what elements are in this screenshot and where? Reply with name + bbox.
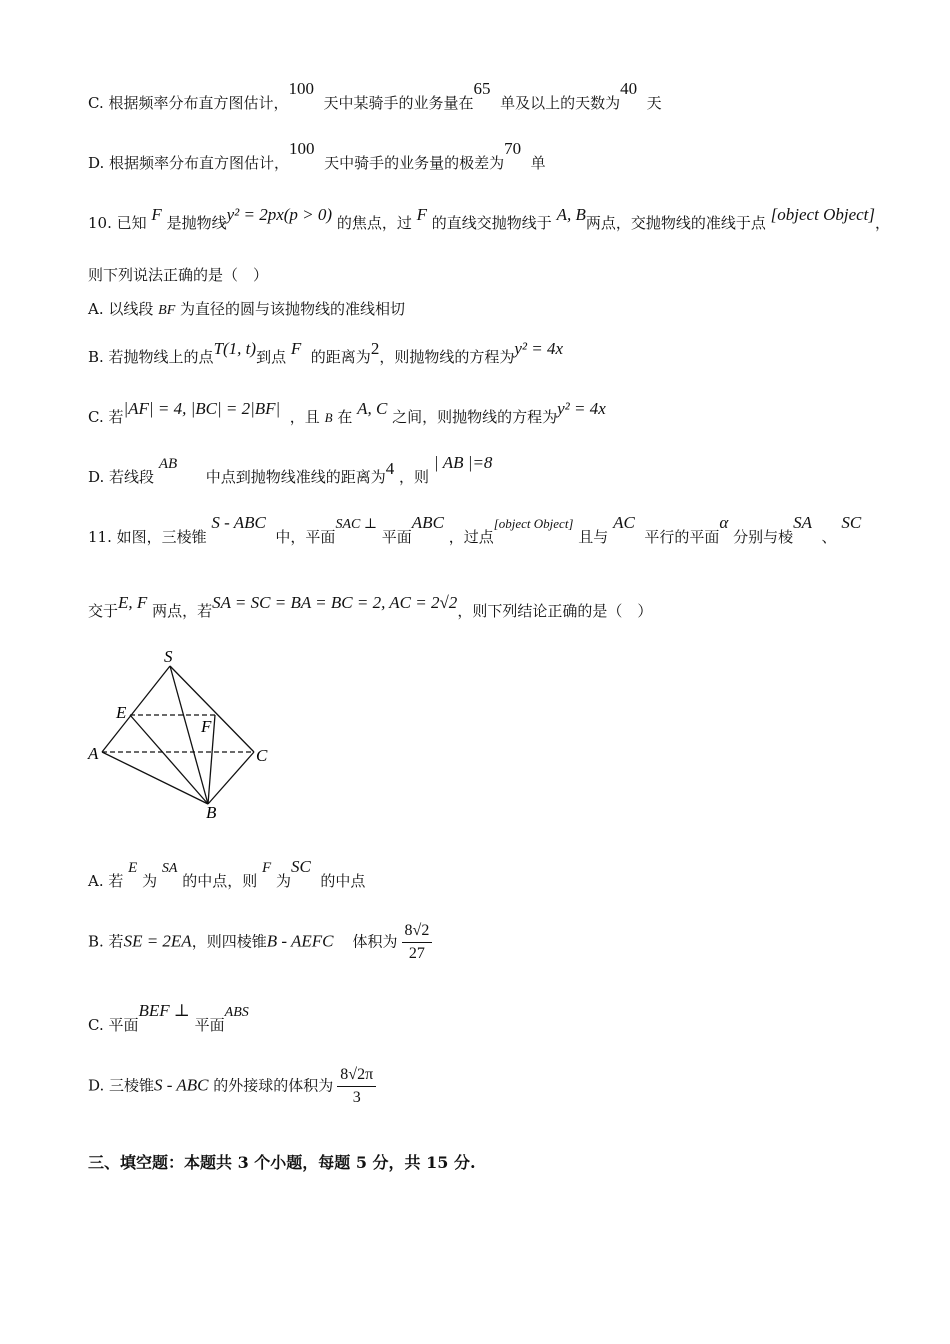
edge-CB bbox=[208, 752, 254, 804]
label-E: E bbox=[116, 703, 127, 722]
label-S: S bbox=[164, 647, 173, 666]
section-3-heading: 三、填空题：本题共 3 个小题，每题 5 分，共 15 分. bbox=[88, 1153, 476, 1172]
q10-option-d: D. 若线段 AB 中点到抛物线准线的距离为4 ，则 | AB |=8 bbox=[88, 453, 493, 486]
volume-fraction-d: $\frac{8√2\pi}{3}$ bbox=[337, 1066, 376, 1107]
q9-option-c: C. 根据频率分布直方图估计，100 天中某骑手的业务量在65 单及以上的天数为40 天 bbox=[88, 79, 662, 112]
edge-SA bbox=[102, 666, 170, 752]
q11-stem-line1: 11. 如图，三棱锥 S - ABC 中，平面SAC ⊥ 平面ABC ，过点[object Object] 且与 AC 平行的平面α 分别与棱SA 、 SC bbox=[88, 513, 862, 546]
tetrahedron-figure bbox=[80, 640, 290, 830]
q11-option-a: A. 若 E 为 SA 的中点，则 F 为SC 的中点 bbox=[88, 857, 366, 890]
q10-stem-line1: 10. 已知 F 是抛物线y² = 2px(p > 0) 的焦点，过 F 的直线交抛物线于 A, B两点，交抛物线的准线于点 [object Object]， bbox=[88, 205, 891, 232]
q9-option-d: D. 根据频率分布直方图估计，100 天中骑手的业务量的极差为70 单 bbox=[88, 139, 546, 172]
label-B: B bbox=[206, 803, 217, 822]
q10-option-b: B. 若抛物线上的点T(1, t)到点 F 的距离为2，则抛物线的方程为y² = 4x bbox=[88, 339, 563, 366]
label-C: C bbox=[256, 746, 268, 765]
edge-SC bbox=[170, 666, 254, 752]
q11-option-d: D. 三棱锥S - ABC 的外接球的体积为 $\frac{8√2\pi}{3}$ bbox=[88, 1066, 380, 1107]
edge-AB bbox=[102, 752, 208, 804]
q10-option-c: C. 若|AF| = 4, |BC| = 2|BF| ，且 B 在 A, C 之间，则抛物线的方程为y² = 4x bbox=[88, 399, 606, 426]
q11-option-c: C. 平面BEF ⊥ 平面ABS bbox=[88, 1001, 249, 1034]
label-A: A bbox=[88, 744, 99, 763]
q10-option-a: A. 以线段 BF 为直径的圆与该抛物线的准线相切 bbox=[88, 300, 406, 318]
q11-option-b: B. 若SE = 2EA，则四棱锥B - AEFC 体积为 $\frac{8√2}{27}$ bbox=[88, 922, 436, 963]
q10-stem-line2: 则下列说法正确的是（ ） bbox=[88, 266, 269, 284]
label-F: F bbox=[201, 717, 212, 736]
q11-stem-line2: 交于E, F 两点，若SA = SC = BA = BC = 2, AC = 2√2，则下列结论正确的是（ ） bbox=[88, 593, 653, 620]
volume-fraction-b: $\frac{8√2}{27}$ bbox=[402, 922, 433, 963]
q10-F2: F bbox=[416, 205, 428, 224]
